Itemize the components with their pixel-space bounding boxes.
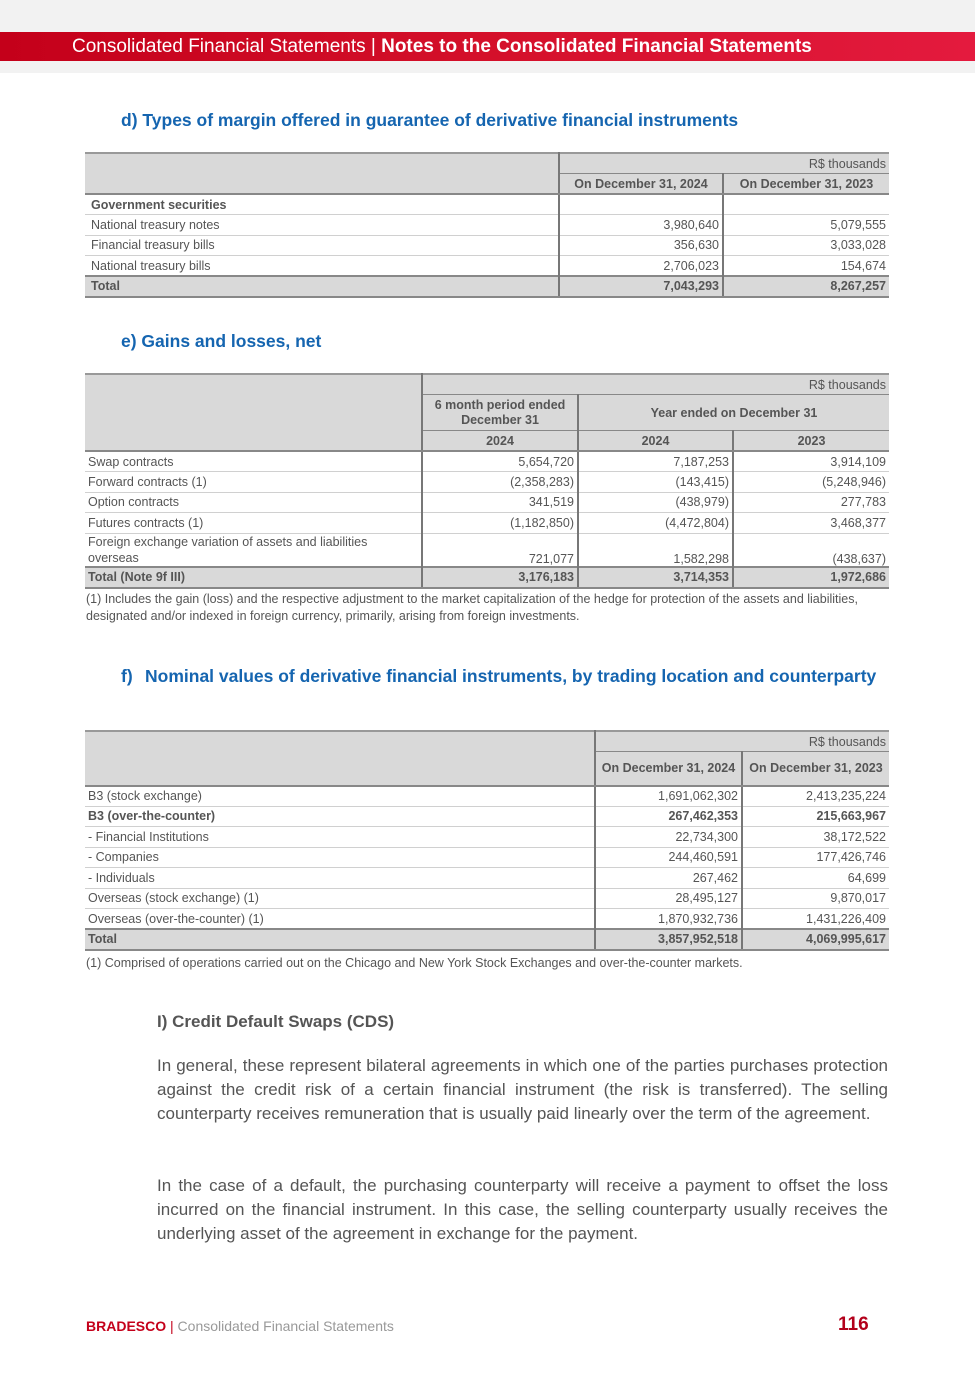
row-label: Overseas (stock exchange) (1) (85, 888, 595, 909)
col-header-6m-2024: 2024 (422, 431, 578, 452)
value-year-2023: (5,248,946) (733, 472, 889, 493)
value-6m-2024: (2,358,283) (422, 472, 578, 493)
table-row (85, 847, 889, 868)
header-blank (85, 374, 422, 451)
unit-label: R$ thousands (559, 153, 889, 174)
section-d-title: d) Types of margin offered in guarantee of derivative financial instruments (121, 110, 739, 130)
cds-title: I) Credit Default Swaps (CDS) (157, 1012, 395, 1031)
value-2024: 28,495,127 (595, 888, 742, 909)
row-label: B3 (over-the-counter) (85, 806, 595, 827)
footer-separator: | (166, 1318, 178, 1334)
gains-losses-footnote: (1) Includes the gain (loss) and the respective adjustment to the market capitalization of the hedge for protection of the assets and liabilities, designated and/or indexed in foreign currency, primarily, arising from foreign investments. (86, 592, 858, 623)
row-label: Overseas (over-the-counter) (1) (85, 909, 595, 930)
table-row (85, 215, 889, 236)
total-2024: 3,857,952,518 (595, 929, 742, 950)
total-label: Total (Note 9f III) (85, 567, 422, 588)
table-row (85, 256, 889, 277)
value-2024: 244,460,591 (595, 847, 742, 868)
table-row (85, 492, 889, 513)
value-2023: 5,079,555 (723, 215, 889, 236)
value-6m-2024: (1,182,850) (422, 513, 578, 534)
gains-losses-table (85, 373, 889, 589)
row-label: Forward contracts (1) (85, 472, 422, 493)
row-label: B3 (stock exchange) (85, 786, 595, 807)
value-year-2023: (438,637) (733, 533, 889, 567)
value-year-2024: 7,187,253 (578, 451, 733, 472)
header-separator: | (365, 36, 382, 57)
col-group-year-ended: Year ended on December 31 (578, 395, 889, 431)
total-row (85, 929, 889, 950)
value-2024: 267,462 (595, 868, 742, 889)
value-2023: 1,431,226,409 (742, 909, 889, 930)
total-6m-2024: 3,176,183 (422, 567, 578, 588)
value-2024: 356,630 (559, 235, 723, 256)
page-footer (86, 1318, 394, 1334)
table-row (85, 888, 889, 909)
row-label: - Individuals (85, 868, 595, 889)
value-year-2023: 277,783 (733, 492, 889, 513)
header-blank (85, 153, 559, 194)
total-row (85, 567, 889, 588)
value-year-2024: (438,979) (578, 492, 733, 513)
row-label: Option contracts (85, 492, 422, 513)
value-6m-2024: 341,519 (422, 492, 578, 513)
margin-guarantee-table (85, 152, 889, 298)
total-2023: 8,267,257 (723, 276, 889, 297)
page-header-banner (0, 32, 975, 61)
table-row (85, 235, 889, 256)
header-underbar (0, 61, 975, 73)
unit-label: R$ thousands (595, 731, 889, 752)
value-year-2023: 3,914,109 (733, 451, 889, 472)
value-2023: 9,870,017 (742, 888, 889, 909)
col-header-2023: On December 31, 2023 (723, 174, 889, 195)
table-row (85, 194, 889, 215)
table-row (85, 827, 889, 848)
cds-paragraph-2: In the case of a default, the purchasing counterparty will receive a payment to offset the loss incurred on the financial instrument. In this case, the selling counterparty usually receives the underlying asset of the agreement in exchange for the payment. (157, 1176, 888, 1243)
top-margin (0, 0, 975, 32)
table-row (85, 513, 889, 534)
cds-paragraph-1: In general, these represent bilateral agreements in which one of the parties purchases protection against the credit risk of a certain financial instrument (the risk is transferred). The selling counterparty receives remuneration that is usually paid linearly over the term of the agreement. (157, 1056, 888, 1123)
row-label: - Companies (85, 847, 595, 868)
table-row (85, 786, 889, 807)
row-label: National treasury notes (85, 215, 559, 236)
table-row (85, 806, 889, 827)
section-f-title (121, 665, 888, 687)
total-year-2024: 3,714,353 (578, 567, 733, 588)
table-row (85, 472, 889, 493)
row-label: Futures contracts (1) (85, 513, 422, 534)
value-2024: 3,980,640 (559, 215, 723, 236)
nominal-values-footnote: (1) Comprised of operations carried out on the Chicago and New York Stock Exchanges and over-the-counter markets. (86, 956, 743, 970)
footer-brand: BRADESCO (86, 1318, 167, 1334)
value-2024: 2,706,023 (559, 256, 723, 277)
unit-label: R$ thousands (422, 374, 889, 395)
col-group-6-month: 6 month period ended December 31 (422, 395, 578, 431)
row-label: - Financial Institutions (85, 827, 595, 848)
value-6m-2024: 721,077 (422, 533, 578, 567)
page-number: 116 (838, 1314, 869, 1335)
value-2023: 64,699 (742, 868, 889, 889)
row-label: Foreign exchange variation of assets and liabilities overseas (85, 533, 422, 567)
value-2023: 177,426,746 (742, 847, 889, 868)
total-label: Total (85, 929, 595, 950)
value-2024: 1,870,932,736 (595, 909, 742, 930)
value-2024: 1,691,062,302 (595, 786, 742, 807)
value-6m-2024: 5,654,720 (422, 451, 578, 472)
section-f-title-text: Nominal values of derivative financial instruments, by trading location and counterparty (145, 666, 877, 686)
value-2023: 215,663,967 (742, 806, 889, 827)
col-header-year-2024: 2024 (578, 431, 733, 452)
col-header-2023: On December 31, 2023 (742, 752, 889, 786)
col-header-2024: On December 31, 2024 (595, 752, 742, 786)
value-year-2023: 3,468,377 (733, 513, 889, 534)
row-label: Government securities (85, 194, 559, 215)
nominal-values-table (85, 730, 889, 951)
value-2023 (723, 194, 889, 215)
table-row (85, 533, 889, 567)
table-row (85, 451, 889, 472)
total-label: Total (85, 276, 559, 297)
table-row (85, 909, 889, 930)
col-header-2024: On December 31, 2024 (559, 174, 723, 195)
section-e-title: e) Gains and losses, net (121, 331, 322, 351)
footer-doc-title: Consolidated Financial Statements (177, 1318, 394, 1334)
total-2023: 4,069,995,617 (742, 929, 889, 950)
table-row (85, 868, 889, 889)
section-f-prefix: f) (121, 666, 133, 686)
total-row (85, 276, 889, 297)
value-2024: 22,734,300 (595, 827, 742, 848)
header-blank (85, 731, 595, 786)
value-year-2024: 1,582,298 (578, 533, 733, 567)
header-doc-title: Consolidated Financial Statements (72, 36, 366, 57)
value-2023: 38,172,522 (742, 827, 889, 848)
value-2023: 3,033,028 (723, 235, 889, 256)
value-year-2024: (4,472,804) (578, 513, 733, 534)
row-label: National treasury bills (85, 256, 559, 277)
value-2024 (559, 194, 723, 215)
row-label: Financial treasury bills (85, 235, 559, 256)
col-header-year-2023: 2023 (733, 431, 889, 452)
total-2024: 7,043,293 (559, 276, 723, 297)
header-section-title: Notes to the Consolidated Financial Statements (381, 36, 812, 57)
value-year-2024: (143,415) (578, 472, 733, 493)
value-2024: 267,462,353 (595, 806, 742, 827)
row-label: Swap contracts (85, 451, 422, 472)
value-2023: 2,413,235,224 (742, 786, 889, 807)
value-2023: 154,674 (723, 256, 889, 277)
total-year-2023: 1,972,686 (733, 567, 889, 588)
